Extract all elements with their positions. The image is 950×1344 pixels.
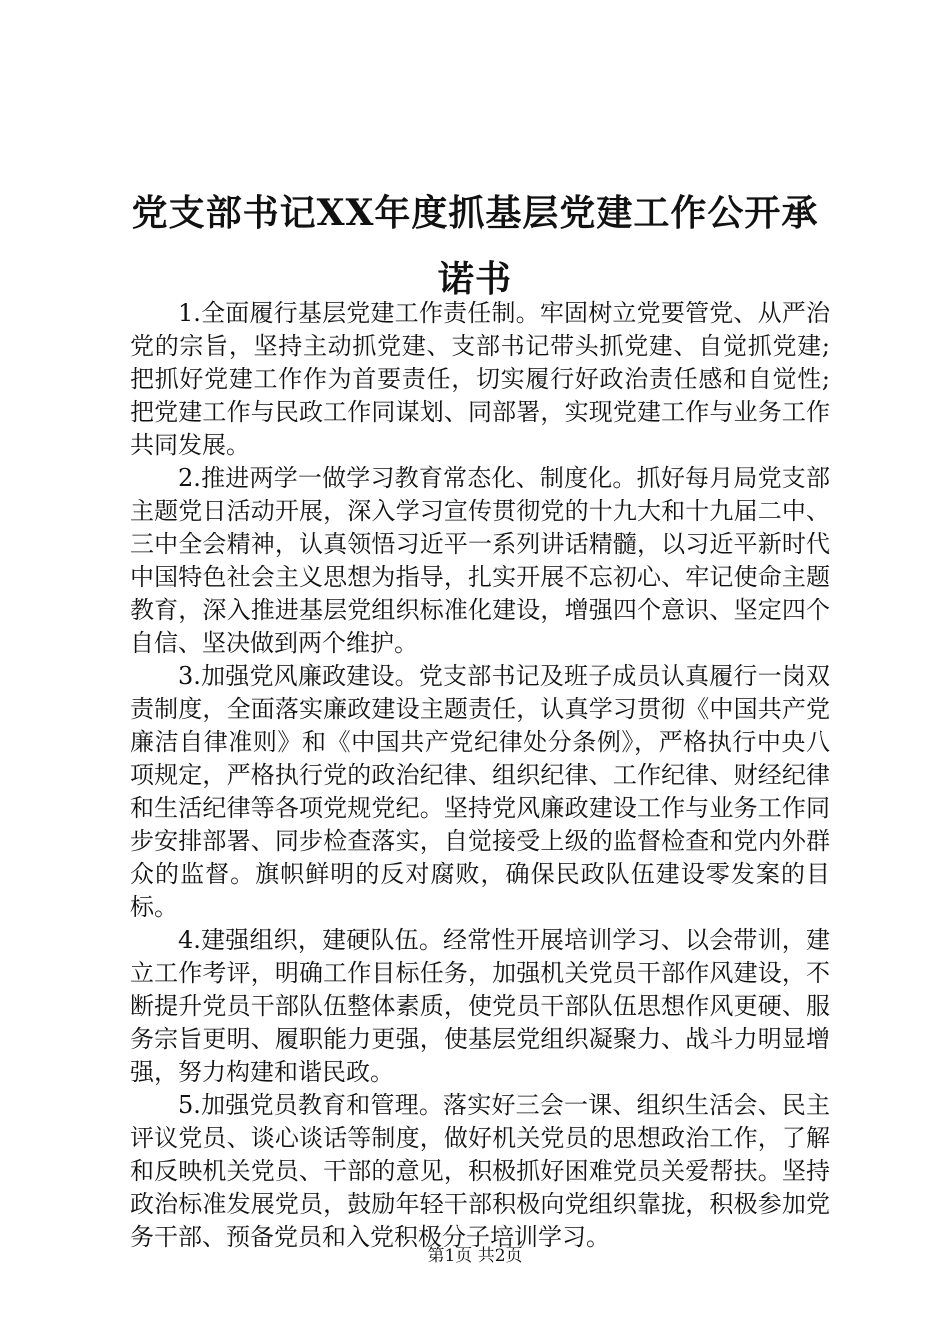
- paragraph-1: 1.全面履行基层党建工作责任制。牢固树立党要管党、从严治党的宗旨，坚持主动抓党建、支部书记带头抓党建、自觉抓党建;把抓好党建工作作为首要责任，切实履行好政治责任感和自觉性;把党建工作与民政工作同谋划、同部署，实现党建工作与业务工作共同发展。: [130, 299, 830, 459]
- paragraph-2: 2.推进两学一做学习教育常态化、制度化。抓好每月局党支部主题党日活动开展，深入学习宣传贯彻党的十九大和十九届二中、三中全会精神，认真领悟习近平一系列讲话精髓，以习近平新时代中国特色社会主义思想为指导，扎实开展不忘初心、牢记使命主题教育，深入推进基层党组织标准化建设，增强四个意识、坚定四个自信、坚决做到两个维护。: [130, 464, 830, 657]
- paragraph-5: 5.加强党员教育和管理。落实好三会一课、组织生活会、民主评议党员、谈心谈话等制度，做好机关党员的思想政治工作，了解和反映机关党员、干部的意见，积极抓好困难党员关爱帮扶。坚持政治标准发展党员，鼓励年轻干部积极向党组织靠拢，积极参加党务干部、预备党员和入党积极分子培训学习。: [130, 1091, 830, 1251]
- paragraph-4: 4.建强组织，建硬队伍。经常性开展培训学习、以会带训，建立工作考评，明确工作目标任务，加强机关党员干部作风建设，不断提升党员干部队伍整体素质，使党员干部队伍思想作风更硬、服务宗旨更明、履职能力更强，使基层党组织凝聚力、战斗力明显增强，努力构建和谐民政。: [130, 926, 830, 1086]
- paragraph-3: 3.加强党风廉政建设。党支部书记及班子成员认真履行一岗双责制度，全面落实廉政建设主题责任，认真学习贯彻《中国共产党廉洁自律准则》和《中国共产党纪律处分条例》，严格执行中央八项规定，严格执行党的政治纪律、组织纪律、工作纪律、财经纪律和生活纪律等各项党规党纪。坚持党风廉政建设工作与业务工作同步安排部署、同步检查落实，自觉接受上级的监督检查和党内外群众的监督。旗帜鲜明的反对腐败，确保民政队伍建设零发案的目标。: [130, 662, 830, 921]
- page-number-footer: 第1页 共2页: [427, 1246, 523, 1266]
- document-body: [130, 297, 830, 1254]
- document-title: 党支部书记XX年度抓基层党建工作公开承诺书: [131, 192, 819, 300]
